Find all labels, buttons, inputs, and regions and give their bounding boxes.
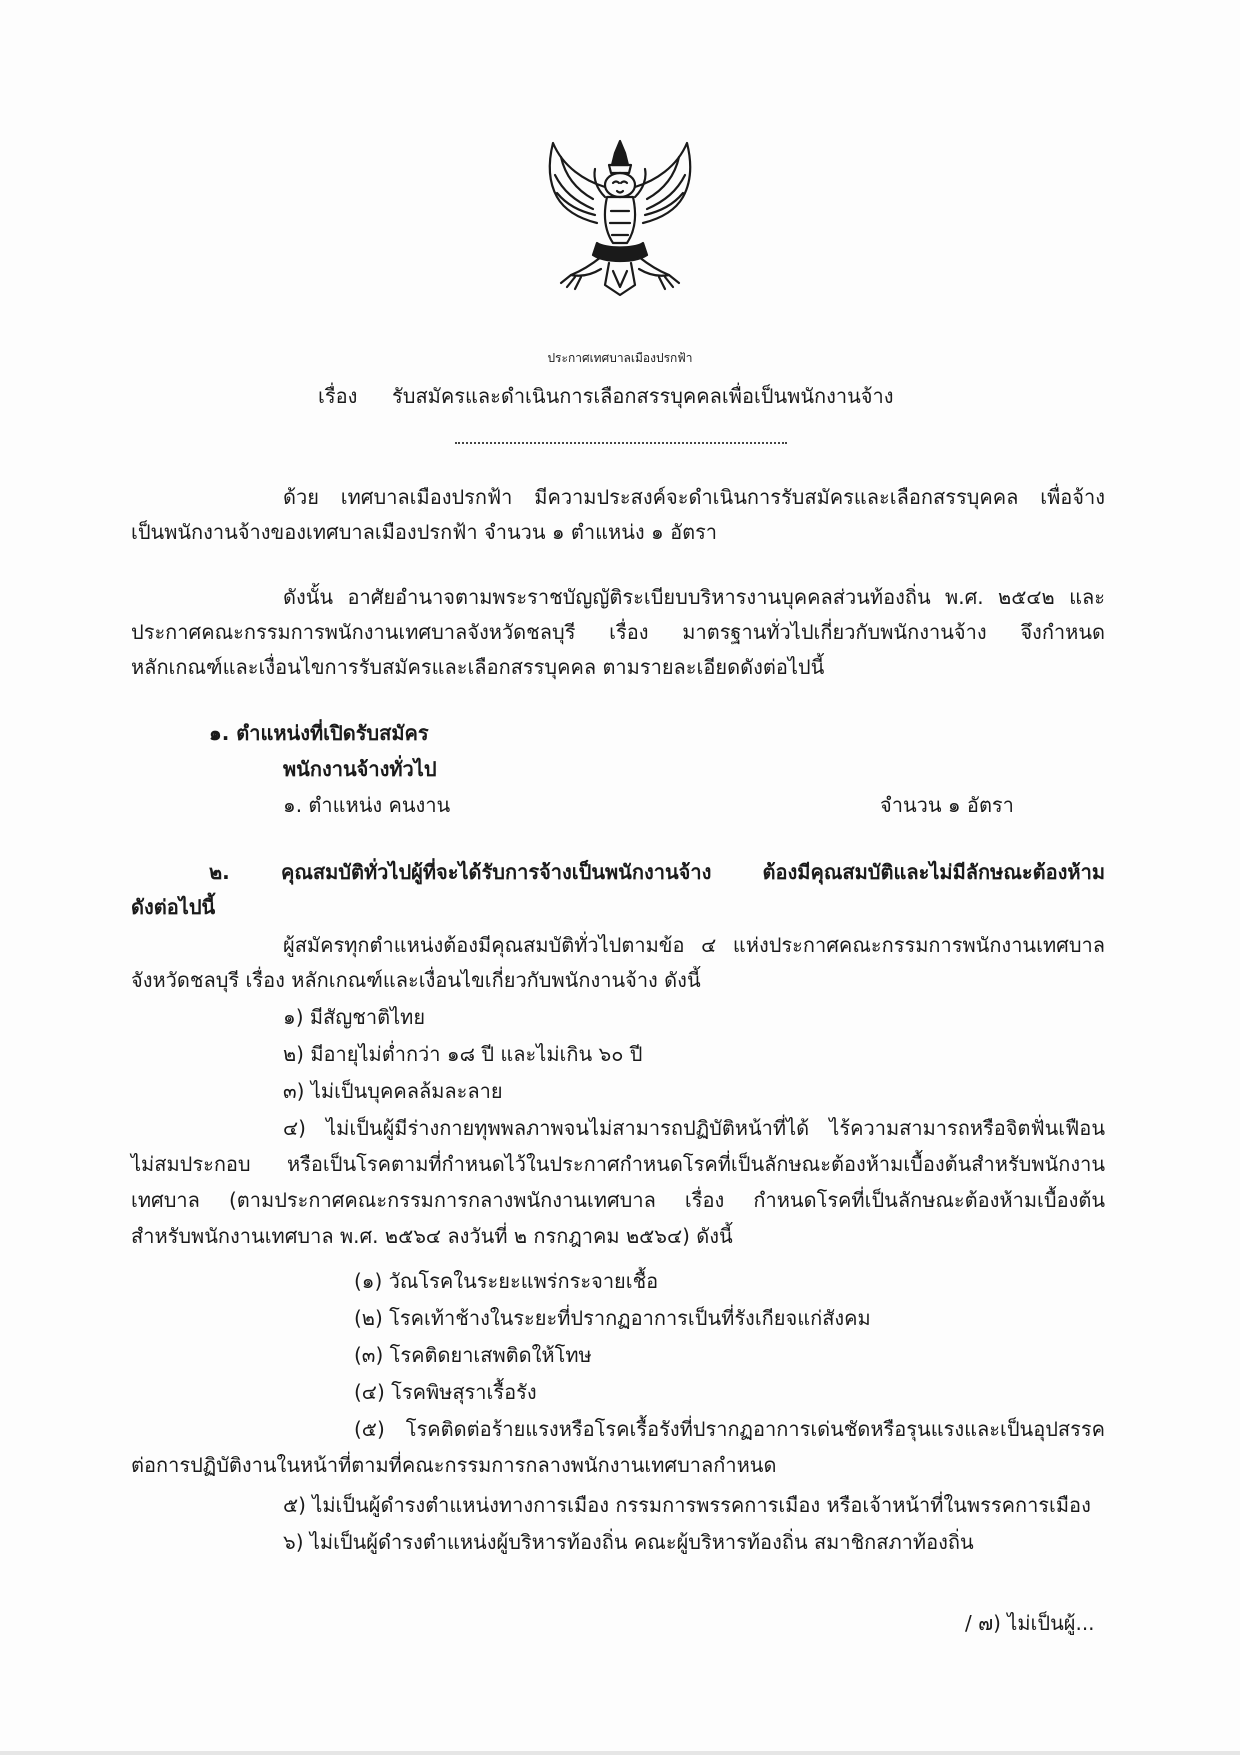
section-2-heading-line-2: ดังต่อไปนี้ [131, 895, 216, 919]
intro-paragraph-2-line-3: หลักเกณฑ์และเงื่อนไขการรับสมัครและเลือกสรรบุคคล ตามรายละเอียดดังต่อไปนี้ [131, 655, 825, 679]
qualification-5: ๕) ไม่เป็นผู้ดำรงตำแหน่งทางการเมือง กรรมการพรรคการเมือง หรือเจ้าหน้าที่ในพรรคการเมือง [283, 1493, 1091, 1517]
qualification-4-line-4: สำหรับพนักงานเทศบาล พ.ศ. ๒๕๖๔ ลงวันที่ ๒ กรกฎาคม ๒๕๖๔) ดังนี้ [131, 1224, 733, 1248]
intro-paragraph-1-line-2: เป็นพนักงานจ้างของเทศบาลเมืองปรกฟ้า จำนวน ๑ ตำแหน่ง ๑ อัตรา [131, 520, 718, 544]
disease-2: (๒) โรคเท้าช้างในระยะที่ปรากฏอาการเป็นที่รังเกียจแก่สังคม [354, 1306, 871, 1330]
position-item: ๑. ตำแหน่ง คนงาน [283, 793, 451, 817]
garuda-emblem-icon [535, 135, 705, 305]
intro-paragraph-1-line-1: ด้วย เทศบาลเมืองปรกฟ้า มีความประสงค์จะดำเนินการรับสมัครและเลือกสรรบุคคล เพื่อจ้าง [283, 485, 1105, 509]
scan-bottom-edge [0, 1751, 1240, 1755]
intro-paragraph-2-line-2: ประกาศคณะกรรมการพนักงานเทศบาลจังหวัดชลบุรี เรื่อง มาตรฐานทั่วไปเกี่ยวกับพนักงานจ้าง จึงกำหนด [131, 620, 1105, 644]
qualification-6: ๖) ไม่เป็นผู้ดำรงตำแหน่งผู้บริหารท้องถิ่น คณะผู้บริหารท้องถิ่น สมาชิกสภาท้องถิ่น [283, 1530, 974, 1554]
position-amount: จำนวน ๑ อัตรา [880, 793, 1014, 817]
intro-paragraph-2-line-1: ดังนั้น อาศัยอำนาจตามพระราชบัญญัติระเบียบบริหารงานบุคคลส่วนท้องถิ่น พ.ศ. ๒๕๔๒ และ [283, 585, 1105, 609]
section-1-heading: ๑. ตำแหน่งที่เปิดรับสมัคร [209, 721, 429, 745]
disease-5-line-1: (๕) โรคติดต่อร้ายแรงหรือโรคเรื้อรังที่ปรากฏอาการเด่นชัดหรือรุนแรงและเป็นอุปสรรค [354, 1417, 1105, 1441]
subject-text: รับสมัครและดำเนินการเลือกสรรบุคคลเพื่อเป็นพนักงานจ้าง [392, 384, 894, 408]
qualification-3: ๓) ไม่เป็นบุคคลล้มละลาย [283, 1079, 503, 1103]
qualification-1: ๑) มีสัญชาติไทย [283, 1005, 426, 1029]
disease-5-line-2: ต่อการปฏิบัติงานในหน้าที่ตามที่คณะกรรมการกลางพนักงานเทศบาลกำหนด [131, 1453, 777, 1477]
dotted-divider [455, 442, 787, 444]
qualification-4-line-2: ไม่สมประกอบ หรือเป็นโรคตามที่กำหนดไว้ในประกาศกำหนดโรคที่เป็นลักษณะต้องห้ามเบื้องต้นสำหรับพนักงาน [131, 1152, 1105, 1176]
qualification-2: ๒) มีอายุไม่ต่ำกว่า ๑๘ ปี และไม่เกิน ๖๐ ปี [283, 1042, 643, 1066]
section-2-intro-line-1: ผู้สมัครทุกตำแหน่งต้องมีคุณสมบัติทั่วไปตามข้อ ๔ แห่งประกาศคณะกรรมการพนักงานเทศบาล [283, 933, 1105, 957]
disease-1: (๑) วัณโรคในระยะแพร่กระจายเชื้อ [354, 1269, 659, 1293]
subject-label: เรื่อง [318, 384, 358, 408]
qualification-4-line-1: ๔) ไม่เป็นผู้มีร่างกายทุพพลภาพจนไม่สามารถปฏิบัติหน้าที่ได้ ไร้ความสามารถหรือจิตฟั่นเฟือน [283, 1116, 1105, 1140]
announcement-title: ประกาศเทศบาลเมืองปรกฟ้า [547, 351, 693, 365]
section-2-intro-line-2: จังหวัดชลบุรี เรื่อง หลักเกณฑ์และเงื่อนไขเกี่ยวกับพนักงานจ้าง ดังนี้ [131, 968, 701, 992]
page-continuation: / ๗) ไม่เป็นผู้... [965, 1611, 1095, 1635]
disease-4: (๔) โรคพิษสุราเรื้อรัง [354, 1380, 537, 1404]
disease-3: (๓) โรคติดยาเสพติดให้โทษ [354, 1343, 592, 1367]
section-1-subheading: พนักงานจ้างทั่วไป [283, 757, 437, 781]
section-2-heading-line-1: ๒. คุณสมบัติทั่วไปผู้ที่จะได้รับการจ้างเป็นพนักงานจ้าง ต้องมีคุณสมบัติและไม่มีลักษณะต้องห้าม [209, 860, 1105, 884]
qualification-4-line-3: เทศบาล (ตามประกาศคณะกรรมการกลางพนักงานเทศบาล เรื่อง กำหนดโรคที่เป็นลักษณะต้องห้ามเบื้องต้น [131, 1188, 1105, 1212]
